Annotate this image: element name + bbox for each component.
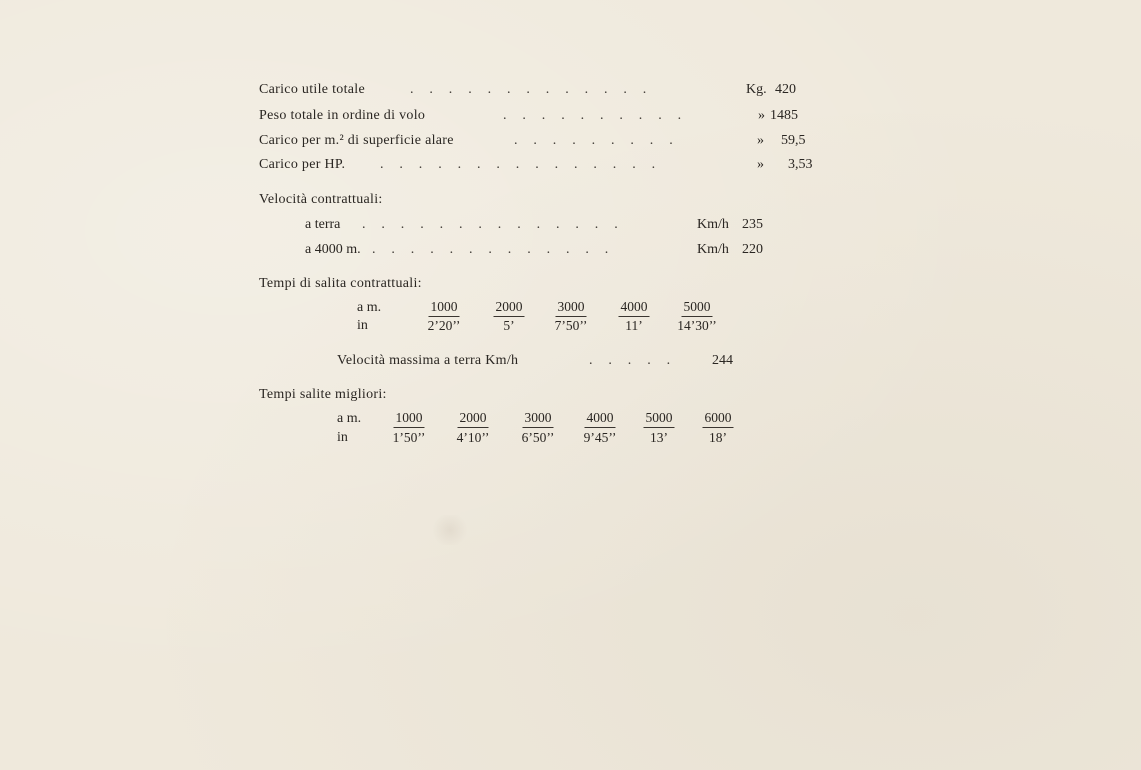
altitude-value: 5000 [644, 410, 675, 428]
altitude-row-label: a m. [357, 300, 382, 315]
time-value: 18’ [709, 430, 727, 445]
leader-dots: . . . . . . . . . . . . . [410, 82, 653, 97]
leader-dots: . . . . . . . . . . . . . [372, 242, 615, 257]
leader-dots: . . . . . [589, 353, 677, 368]
altitude-value: 3000 [523, 410, 554, 428]
altitude-value: 4000 [619, 299, 650, 317]
altitude-value: 3000 [556, 299, 587, 317]
section-heading: Velocità contrattuali: [259, 192, 383, 207]
spec-label: Carico utile totale [259, 82, 365, 97]
altitude-row-label: a m. [337, 411, 362, 426]
spec-unit: » [757, 133, 764, 148]
spec-label: Carico per m.² di superficie alare [259, 133, 454, 148]
altitude-value: 2000 [494, 299, 525, 317]
spec-label: Carico per HP. [259, 157, 346, 172]
spec-unit: » [757, 157, 764, 172]
spec-value: 3,53 [788, 157, 813, 172]
max-speed-value: 244 [712, 353, 733, 368]
time-value: 1’50’’ [392, 430, 426, 445]
time-value: 6’50’’ [521, 430, 555, 445]
paper-stain [430, 515, 470, 545]
time-value: 14’30’’ [677, 318, 717, 333]
section-heading: Tempi salite migliori: [259, 387, 387, 402]
spec-unit: Kg. [746, 82, 767, 97]
speed-label: a terra [305, 217, 341, 232]
section-heading: Tempi di salita contrattuali: [259, 276, 422, 291]
speed-value: 220 [742, 242, 763, 257]
time-row-label: in [357, 318, 368, 333]
speed-unit: Km/h [697, 217, 729, 232]
time-value: 9’45’’ [583, 430, 617, 445]
spec-unit: » [758, 108, 765, 123]
time-value: 11’ [625, 318, 643, 333]
leader-dots: . . . . . . . . . . [503, 108, 688, 123]
spec-value: 59,5 [781, 133, 806, 148]
max-speed-label: Velocità massima a terra Km/h [337, 353, 519, 368]
speed-value: 235 [742, 217, 763, 232]
leader-dots: . . . . . . . . . . . . . . . [380, 157, 662, 172]
time-value: 2’20’’ [427, 318, 461, 333]
altitude-value: 5000 [682, 299, 713, 317]
altitude-value: 1000 [394, 410, 425, 428]
altitude-value: 2000 [458, 410, 489, 428]
altitude-value: 4000 [585, 410, 616, 428]
altitude-value: 6000 [703, 410, 734, 428]
spec-value: 1485 [770, 108, 798, 123]
leader-dots: . . . . . . . . . . . . . . [362, 217, 624, 232]
speed-label: a 4000 m. [305, 242, 361, 257]
altitude-value: 1000 [429, 299, 460, 317]
speed-unit: Km/h [697, 242, 729, 257]
time-value: 13’ [650, 430, 668, 445]
time-row-label: in [337, 430, 348, 445]
time-value: 7’50’’ [554, 318, 588, 333]
spec-value: 420 [775, 82, 796, 97]
time-value: 4’10’’ [456, 430, 490, 445]
spec-label: Peso totale in ordine di volo [259, 108, 426, 123]
leader-dots: . . . . . . . . . [514, 133, 679, 148]
time-value: 5’ [503, 318, 515, 333]
